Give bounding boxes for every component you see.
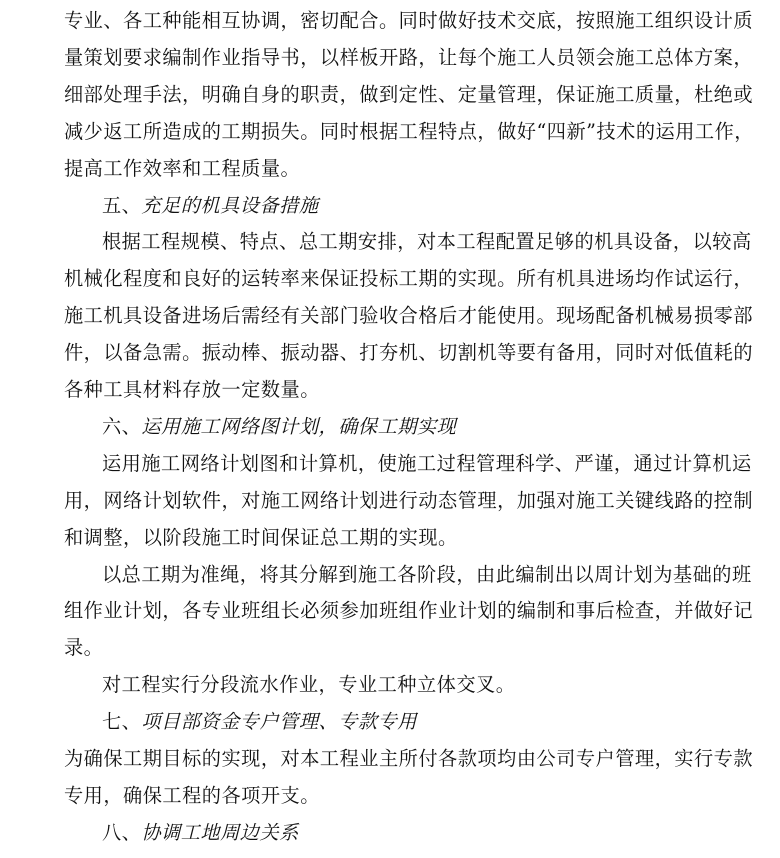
paragraph-line: 施工机具设备进场后需经有关部门验收合格后才能使用。现场配备机械易损零部 — [64, 304, 754, 328]
paragraph-line: 件，以备急需。振动棒、振动器、打夯机、切割机等要有备用，同时对低值耗的 — [64, 341, 754, 365]
paragraph-line: 量策划要求编制作业指导书，以样板开路，让每个施工人员领会施工总体方案， — [64, 45, 754, 69]
section-title: 协调工地周边关系 — [141, 820, 299, 844]
paragraph-line: 对工程实行分段流水作业，专业工种立体交叉。 — [102, 673, 516, 697]
paragraph-line: 减少返工所造成的工期损失。同时根据工程特点，做好“四新”技术的运用工作， — [64, 119, 754, 143]
paragraph-line: 各种工具材料存放一定数量。 — [64, 378, 320, 401]
section-heading — [102, 707, 417, 737]
section-heading — [102, 412, 456, 442]
section-number: 六、 — [102, 414, 142, 438]
section-title: 项目部资金专户管理、专款专用 — [141, 710, 417, 734]
paragraph-line: 细部处理手法，明确自身的职责，做到定性、定量管理，保证施工质量，杜绝或 — [64, 82, 754, 106]
paragraph-line: 为确保工期目标的实现，对本工程业主所付各款项均由公司专户管理，实行专款 — [64, 747, 754, 770]
paragraph-line: 运用施工网络计划图和计算机，使施工过程管理科学、严谨，通过计算机运 — [102, 451, 752, 475]
section-title: 充足的机具设备措施 — [141, 193, 319, 217]
paragraph-line: 录。 — [64, 636, 104, 660]
paragraph-line: 机械化程度和良好的运转率来保证投标工期的实现。所有机具进场均作试运行， — [64, 267, 754, 291]
paragraph-line: 专用，确保工程的各项开支。 — [64, 783, 320, 807]
section-number: 七、 — [102, 710, 142, 734]
paragraph-line: 根据工程规模、特点、总工期安排，对本工程配置足够的机具设备，以较高 — [102, 230, 752, 254]
paragraph-line: 和调整，以阶段施工时间保证总工期的实现。 — [64, 525, 458, 549]
section-number: 八、 — [102, 820, 142, 844]
section-heading — [102, 818, 299, 848]
section-heading — [102, 191, 319, 221]
paragraph-line: 组作业计划，各专业班组长必须参加班组作业计划的编制和事后检查，并做好记 — [64, 599, 754, 623]
paragraph-line: 专业、各工种能相互协调，密切配合。同时做好技术交底，按照施工组织设计质 — [64, 9, 754, 32]
section-number: 五、 — [102, 193, 142, 217]
section-title: 运用施工网络图计划，确保工期实现 — [141, 414, 457, 438]
paragraph-line: 以总工期为准绳，将其分解到施工各阶段，由此编制出以周计划为基础的班 — [102, 562, 752, 586]
paragraph-line: 用，网络计划软件，对施工网络计划进行动态管理，加强对施工关键线路的控制 — [64, 488, 754, 512]
paragraph-line: 提高工作效率和工程质量。 — [64, 156, 301, 180]
